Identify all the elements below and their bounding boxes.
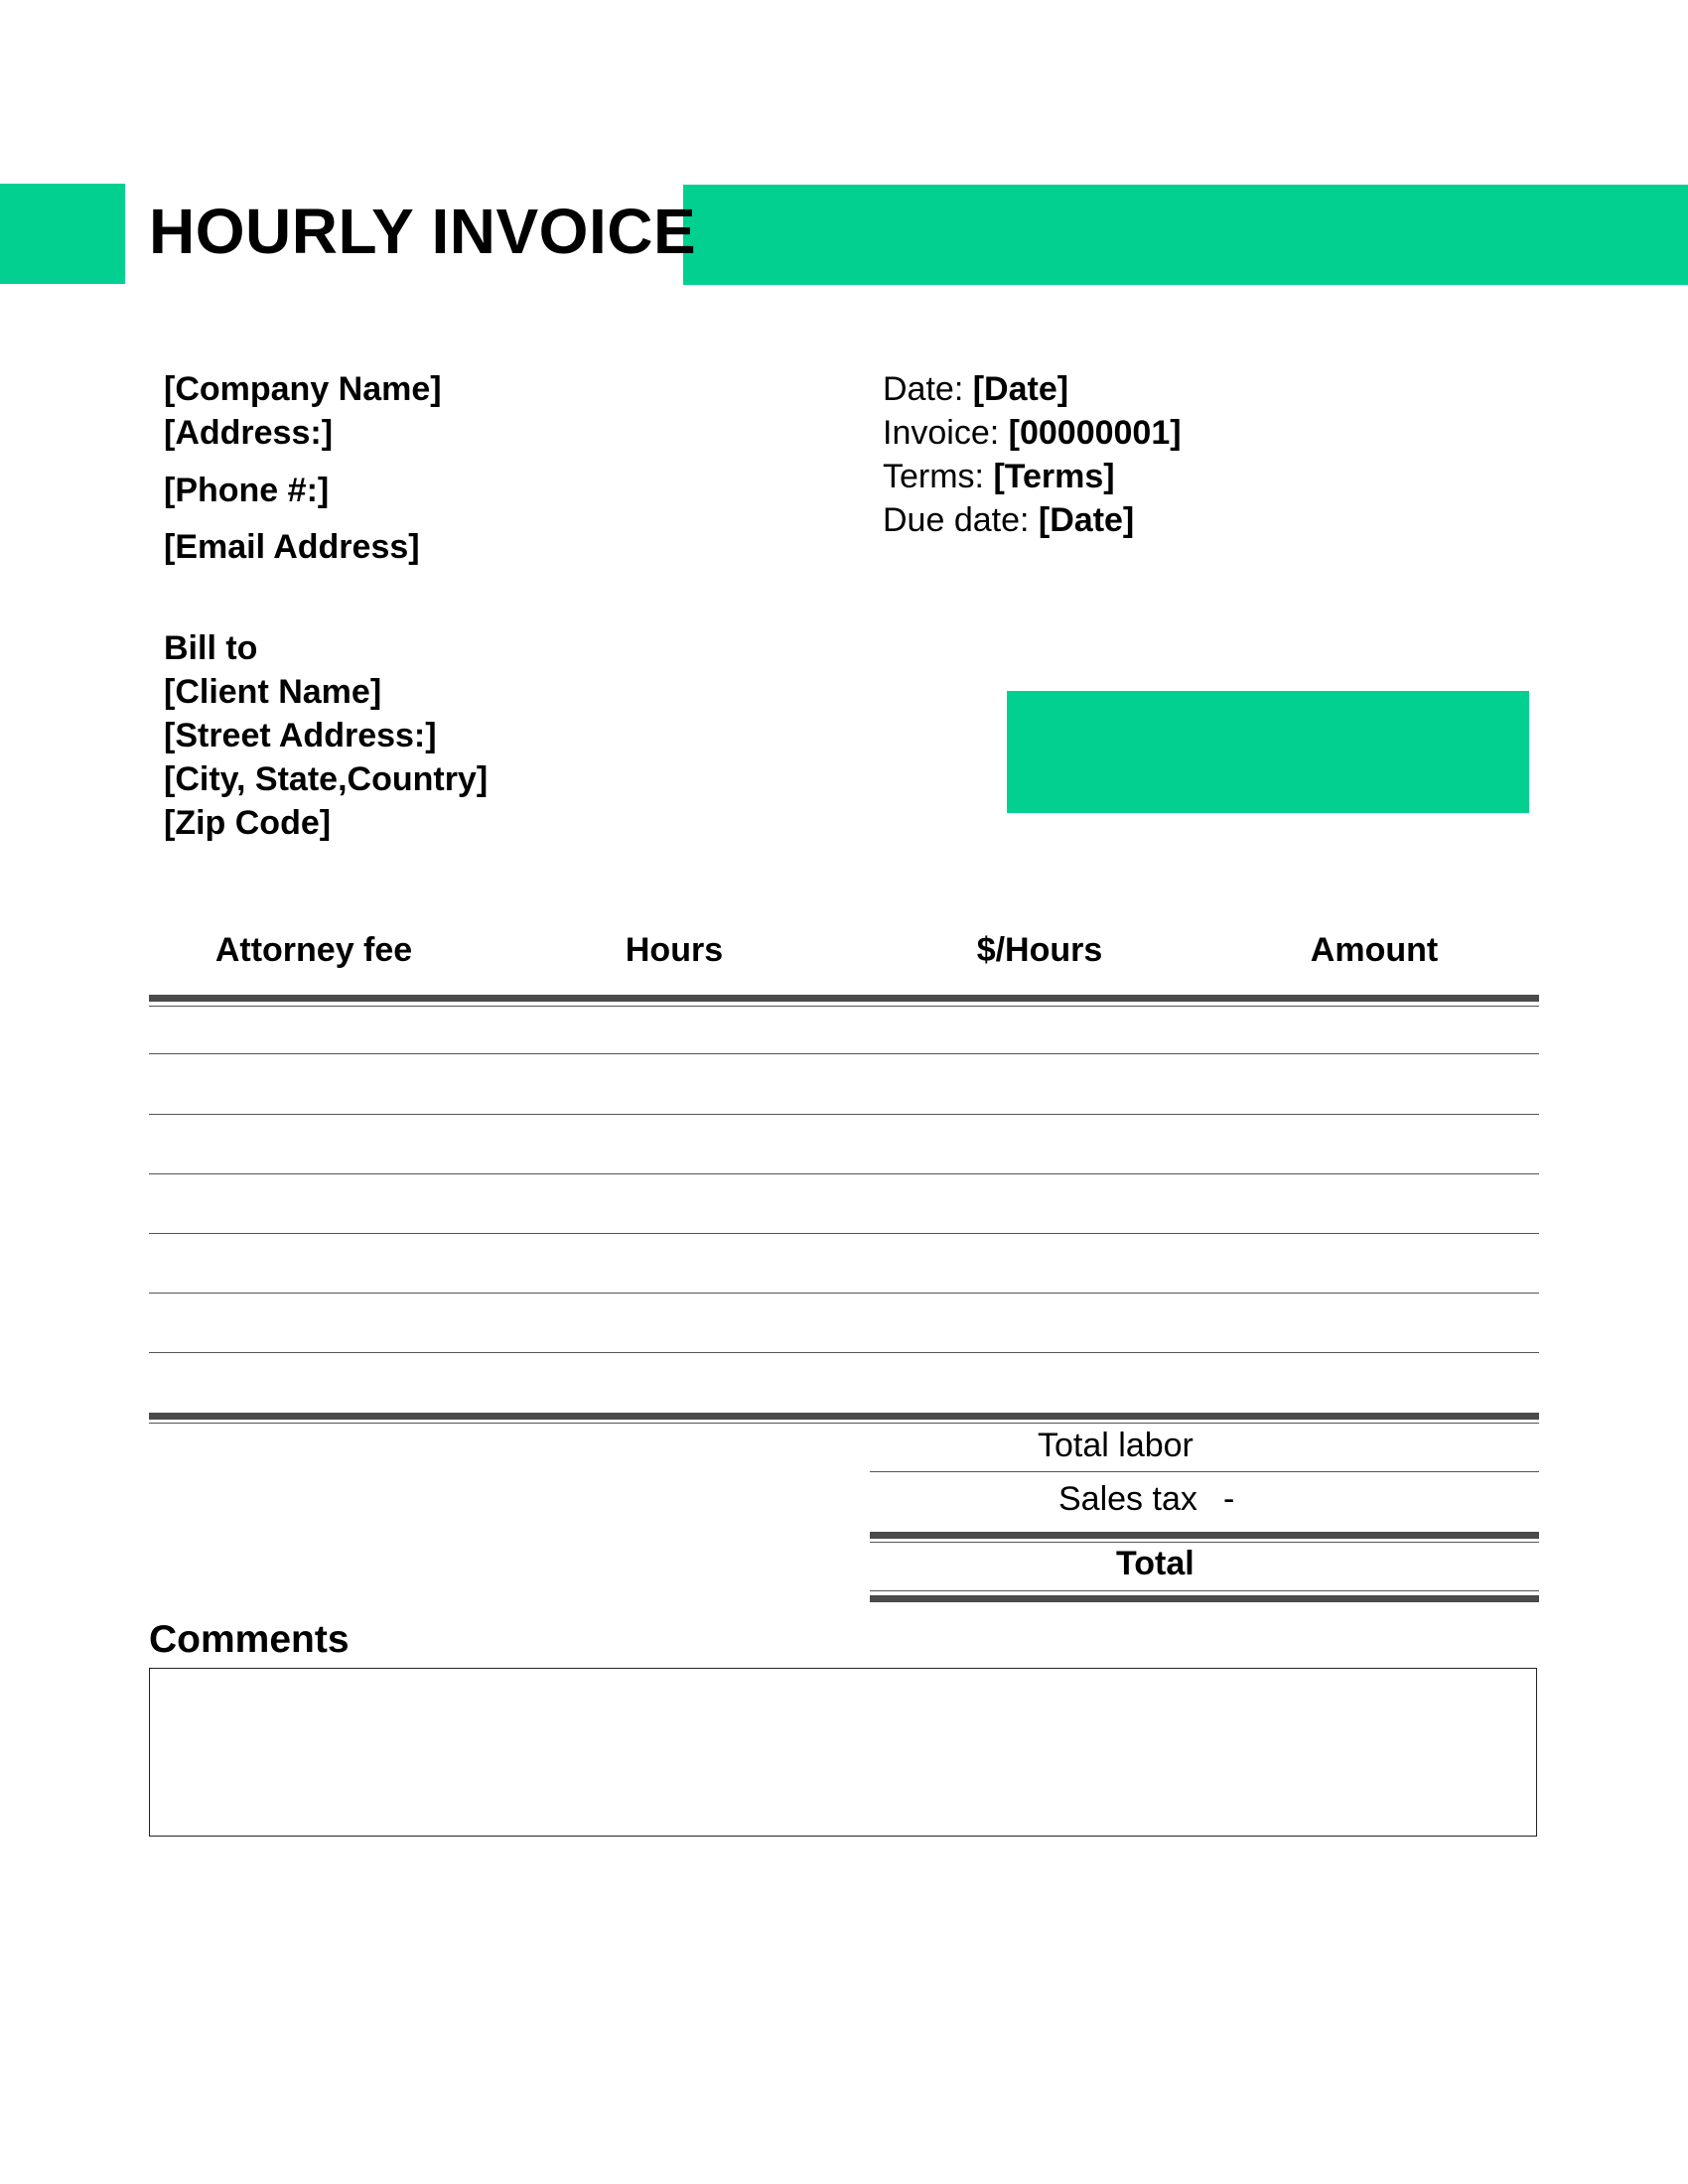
column-header-attorney-fee: Attorney fee [214, 931, 413, 969]
table-row[interactable] [149, 1054, 1539, 1115]
table-row[interactable] [149, 1007, 1539, 1054]
table-footer-rule-thin [149, 1423, 1539, 1424]
table-footer-rule [149, 1413, 1539, 1420]
table-header-rule [149, 995, 1539, 1002]
company-address[interactable]: [Address:] [164, 414, 334, 452]
header-accent-right [683, 185, 1688, 285]
invoice-number[interactable]: [00000001] [1008, 414, 1182, 452]
company-email[interactable]: [Email Address] [164, 528, 420, 566]
due-date-label: Due date: [883, 501, 1030, 539]
total-top-rule [870, 1532, 1539, 1539]
due-date-value[interactable]: [Date] [1038, 501, 1135, 539]
client-street[interactable]: [Street Address:] [164, 717, 437, 754]
table-row[interactable] [149, 1234, 1539, 1294]
invoice-title: HOURLY INVOICE [149, 196, 697, 267]
client-name[interactable]: [Client Name] [164, 673, 382, 711]
terms-label: Terms: [883, 458, 984, 495]
meta-due-date [883, 498, 1134, 542]
invoice-label: Invoice: [883, 414, 1000, 452]
meta-invoice [883, 411, 1182, 455]
column-header-hours: Hours [625, 931, 724, 969]
bill-to-heading: Bill to [164, 629, 258, 667]
company-phone[interactable]: [Phone #:] [164, 472, 330, 509]
comments-box[interactable] [149, 1668, 1537, 1837]
sales-tax-label: Sales tax [1058, 1480, 1197, 1518]
date-value[interactable]: [Date] [972, 370, 1069, 408]
company-name[interactable]: [Company Name] [164, 370, 442, 408]
date-label: Date: [883, 370, 964, 408]
total-top-rule-thin [870, 1542, 1539, 1543]
table-row[interactable] [149, 1174, 1539, 1234]
total-labor-label: Total labor [1038, 1427, 1194, 1464]
summary-rule [870, 1471, 1539, 1472]
table-row[interactable] [149, 1353, 1539, 1413]
total-bottom-rule [870, 1595, 1539, 1602]
client-zip[interactable]: [Zip Code] [164, 804, 332, 842]
table-row[interactable] [149, 1294, 1539, 1353]
accent-block [1007, 691, 1529, 813]
total-bottom-rule-thin [870, 1590, 1539, 1591]
header-accent-left [0, 184, 125, 284]
meta-date [883, 367, 1068, 411]
comments-heading: Comments [149, 1618, 350, 1661]
table-row[interactable] [149, 1115, 1539, 1174]
column-header-amount: Amount [1310, 931, 1439, 969]
terms-value[interactable]: [Terms] [993, 458, 1115, 495]
column-header-rate: $/Hours [976, 931, 1103, 969]
total-label: Total [1116, 1545, 1195, 1582]
meta-terms [883, 455, 1115, 498]
client-city[interactable]: [City, State,Country] [164, 760, 489, 798]
sales-tax-value[interactable]: - [1223, 1480, 1235, 1518]
